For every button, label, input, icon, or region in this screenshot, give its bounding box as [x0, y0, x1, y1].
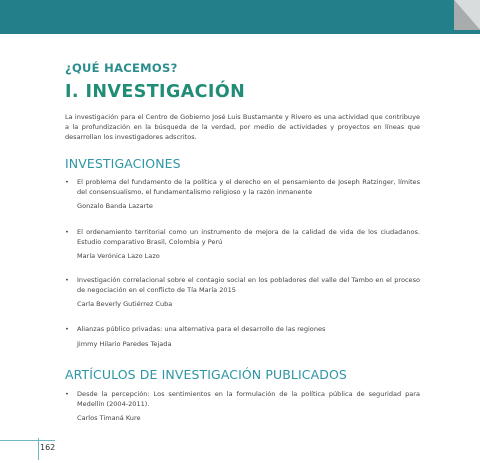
intro-paragraph: La investigación para el Centro de Gobierno José Luis Bustamante y Rivero es una actividad que contribuye a la profundización en la búsqueda de la verdad, por medio de actividades y proyectos en líneas que desarrollan los investigadores adscritos. [65, 113, 420, 141]
item-title: El ordenamiento territorial como un instrumento de mejora de la calidad de vida de los ciudadanos. Estudio comparativo Brasil, Colombia y Perú [77, 228, 420, 246]
item-author: Jimmy Hilario Paredes Tejada [77, 339, 172, 348]
list-item [65, 276, 420, 310]
kicker-heading: ¿QUÉ HACEMOS? [65, 61, 178, 75]
bullet: • [65, 276, 69, 284]
item-author: Gonzalo Banda Lazarte [77, 202, 153, 211]
item-title: Alianzas público privadas: una alternativa para el desarrollo de las regiones [77, 325, 326, 333]
section-heading-investigaciones: INVESTIGACIONES [65, 156, 181, 171]
list-item [65, 228, 420, 262]
list-item [65, 178, 420, 212]
page-footer-tick [38, 438, 39, 460]
section-heading-articulos: ARTÍCULOS DE INVESTIGACIÓN PUBLICADOS [65, 367, 347, 382]
bullet: • [65, 325, 69, 333]
bullet: • [65, 228, 69, 236]
header-bar [0, 0, 480, 34]
item-title: Investigación correlacional sobre el contagio social en los pobladores del valle del Tambo en el proceso de negociación en el conflicto de Tía María 2015 [77, 276, 420, 294]
page-footer-line [0, 440, 55, 441]
item-author: Carla Beverly Gutiérrez Cuba [77, 300, 173, 309]
bullet: • [65, 178, 69, 186]
item-author: Carlos Timaná Kure [77, 414, 141, 423]
item-title: El problema del fundamento de la política y el derecho en el pensamiento de Joseph Ratzinger, límites del consensualismo, el fundamentalismo religioso y la razón inmanente [77, 178, 420, 196]
folded-corner-icon [454, 0, 480, 30]
item-author: María Verónica Lazo Lazo [77, 252, 160, 261]
page-title: I. INVESTIGACIÓN [65, 82, 246, 102]
list-item [65, 390, 420, 424]
page-number: 162 [40, 443, 56, 452]
list-item [65, 325, 420, 349]
item-title: Desde la percepción: Los sentimientos en la formulación de la política pública de seguridad para Medellín (2004-2011). [77, 390, 420, 408]
bullet: • [65, 390, 69, 398]
